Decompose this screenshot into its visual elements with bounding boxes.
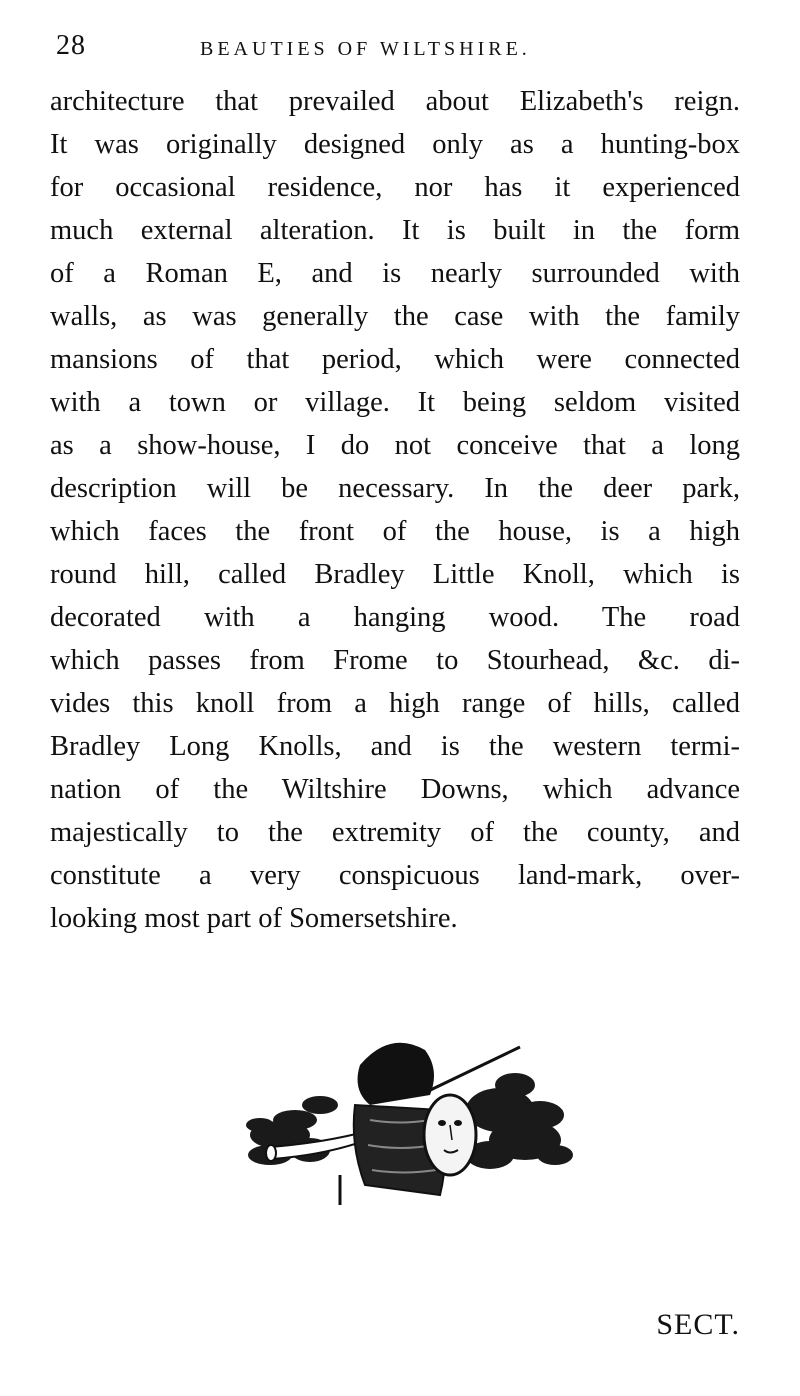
text-line: description will be necessary. In the deer park, (50, 473, 740, 504)
text-line: majestically to the extremity of the county, and (50, 817, 740, 848)
text-line: round hill, called Bradley Little Knoll, which is (50, 559, 740, 590)
text-line: vides this knoll from a high range of hills, called (50, 688, 740, 719)
text-line: architecture that prevailed about Elizabeth's reign. (50, 86, 740, 117)
text-line: of a Roman E, and is nearly surrounded with (50, 258, 740, 289)
text-line: for occasional residence, nor has it experienced (50, 172, 740, 203)
text-line: Bradley Long Knolls, and is the western termi- (50, 731, 740, 762)
text-line: mansions of that period, which were connected (50, 344, 740, 375)
text-line: decorated with a hanging wood. The road (50, 602, 740, 633)
text-line: looking most part of Somersetshire. (50, 903, 458, 934)
body-paragraph (50, 80, 740, 940)
page-number: 28 (56, 30, 86, 61)
text-line: which faces the front of the house, is a high (50, 516, 740, 547)
text-line: much external alteration. It is built in the form (50, 215, 740, 246)
text-line: It was originally designed only as a hunting-box (50, 129, 740, 160)
running-title: BEAUTIES OF WILTSHIRE. (200, 38, 531, 60)
helmet (358, 1043, 434, 1105)
text-line: with a town or village. It being seldom visited (50, 387, 740, 418)
text-line: which passes from Frome to Stourhead, &c. di- (50, 645, 740, 676)
text-line: as a show-house, I do not conceive that a long (50, 430, 740, 461)
text-line: constitute a very conspicuous land-mark, over- (50, 860, 740, 891)
foliage-right (466, 1073, 573, 1169)
text-line: nation of the Wiltshire Downs, which advance (50, 774, 740, 805)
text-line: walls, as was generally the case with the family (50, 301, 740, 332)
mask-face (424, 1095, 476, 1175)
vignette-illustration (240, 1025, 580, 1215)
catchword: SECT. (656, 1308, 740, 1341)
